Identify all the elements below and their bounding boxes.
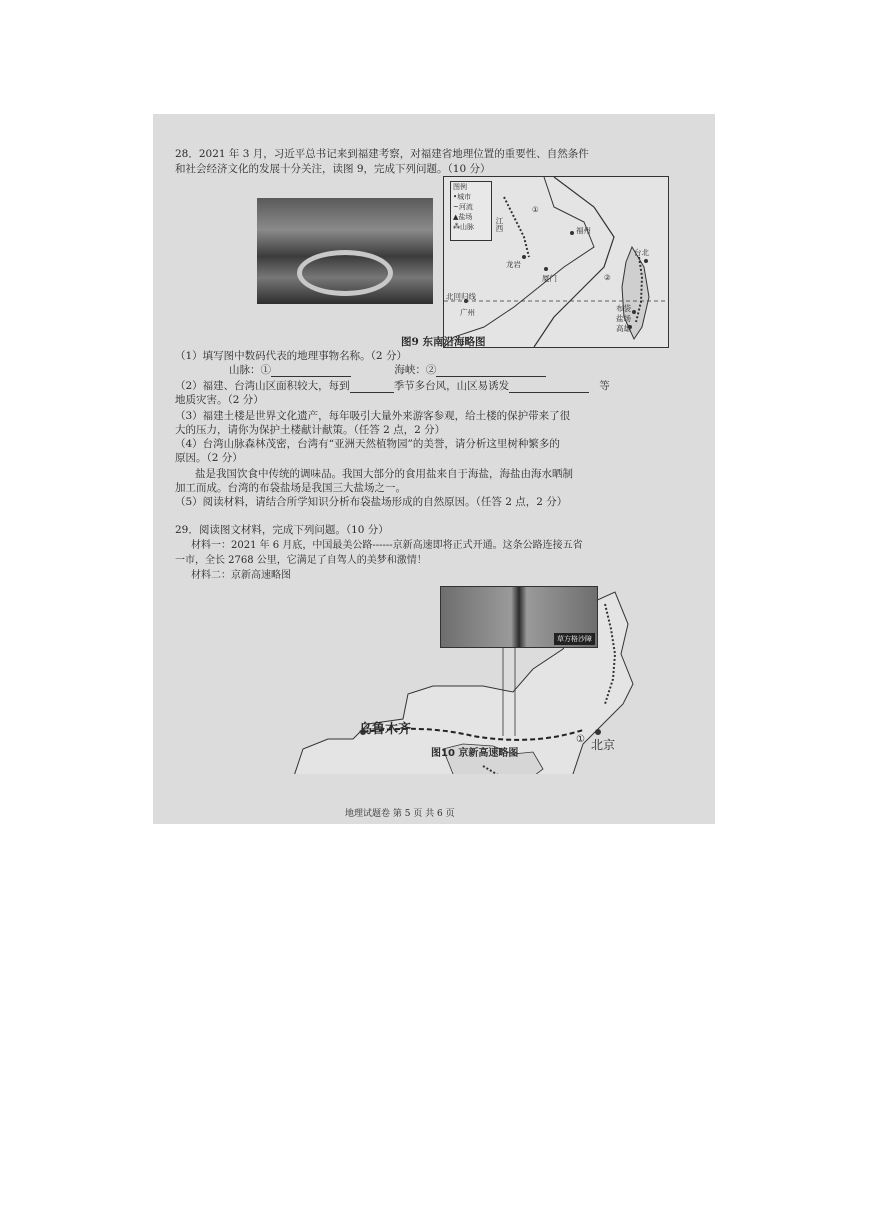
page-footer: 地理试题卷 第 5 页 共 6 页 bbox=[345, 809, 455, 819]
label-wulumuqi: 乌鲁木齐 bbox=[359, 722, 412, 737]
label-fuzhou: 福州 bbox=[576, 226, 591, 235]
tulou-photo bbox=[257, 198, 433, 304]
city-icon: • bbox=[453, 193, 458, 201]
salt-material-line2: 加工而成。台湾的布袋盐场是我国三大盐场之一。 bbox=[175, 482, 406, 494]
q28-sub4-line2: 原因。（2 分） bbox=[175, 452, 243, 464]
sub2-text-b: 季节多台风，山区易诱发 bbox=[393, 380, 510, 392]
legend-saltfield: ▲盐场 bbox=[453, 213, 473, 221]
sub1-mountain-label: 山脉：① bbox=[229, 364, 271, 376]
label-num1-q29: ① bbox=[576, 734, 585, 745]
q28-sub4-line1: （4）台湾山脉森林茂密，台湾有“亚洲天然植物园”的美誉，请分析这里树种繁多的 bbox=[175, 438, 560, 450]
label-num2: ② bbox=[604, 273, 611, 282]
terrace-ring bbox=[297, 250, 393, 296]
strait-answer-blank[interactable] bbox=[436, 366, 546, 377]
legend-title: 图例 bbox=[453, 183, 467, 191]
q28-sub2 bbox=[175, 380, 610, 393]
label-beijing: 北京 bbox=[591, 738, 616, 752]
q29-material1-line2: 一市，全长 2768 公里，它满足了自驾人的美梦和激情！ bbox=[175, 555, 427, 566]
q29-intro: 29．阅读图文材料，完成下列问题。（10 分） bbox=[175, 524, 389, 536]
legend-city: •城市 bbox=[453, 193, 472, 201]
legend-mountain: ⁂山脉 bbox=[453, 223, 474, 231]
figure10-caption: 图10 京新高速略图 bbox=[431, 748, 519, 759]
grass-checkerboard-photo bbox=[440, 586, 598, 648]
mountain-icon: ⁂ bbox=[453, 223, 460, 231]
q28-sub3-line1: （3）福建土楼是世界文化遗产，每年吸引大量外来游客参观，给土楼的保护带来了很 bbox=[175, 410, 571, 422]
map9-legend bbox=[450, 181, 492, 241]
sub1-strait-label: 海峡：② bbox=[394, 364, 437, 376]
label-num1: ① bbox=[532, 205, 539, 214]
label-tropic: 北回归线 bbox=[446, 292, 476, 301]
exam-page bbox=[153, 114, 715, 824]
southeast-coast-map bbox=[443, 176, 669, 348]
river-icon: ~ bbox=[453, 203, 459, 211]
label-budai: 布袋 bbox=[616, 304, 631, 313]
label-jiangxi: 江西 bbox=[495, 217, 504, 232]
q29-material1-line1: 材料一：2021 年 6 月底，中国最美公路------京新高速即将正式开通。这条公路连接五省 bbox=[191, 540, 583, 551]
label-xiamen: 厦门 bbox=[542, 274, 557, 283]
q28-intro-line2: 和社会经济文化的发展十分关注，读图 9，完成下列问题。（10 分） bbox=[175, 163, 491, 175]
mountain-answer-blank[interactable] bbox=[271, 366, 351, 377]
q28-sub1: （1）填写图中数码代表的地理事物名称。（2 分） bbox=[175, 350, 407, 362]
season-answer-blank[interactable] bbox=[350, 382, 394, 393]
q28-intro-line1: 28．2021 年 3 月，习近平总书记来到福建考察，对福建省地理位置的重要性、自然条件 bbox=[175, 148, 589, 160]
q28-sub1-answers bbox=[229, 364, 546, 377]
label-gaoxiong: 高雄 bbox=[616, 324, 631, 333]
label-taibei: 台北 bbox=[634, 248, 649, 257]
q29-material2: 材料二：京新高速略图 bbox=[191, 570, 291, 581]
figure9-caption: 图9 东南沿海略图 bbox=[401, 336, 486, 348]
legend-river: ~河流 bbox=[453, 203, 473, 211]
sub2-text-a: （2）福建、台湾山区面积较大，每到 bbox=[175, 380, 350, 392]
q28-sub2-line2: 地质灾害。（2 分） bbox=[175, 394, 264, 406]
saltfield-icon: ▲ bbox=[453, 213, 459, 221]
q28-sub5: （5）阅读材料，请结合所学知识分析布袋盐场形成的自然原因。（任答 2 点，2 分） bbox=[175, 496, 568, 508]
sub2-text-c: 等 bbox=[599, 380, 610, 392]
salt-material-line1: 盐是我国饮食中传统的调味品。我国大部分的食用盐来自于海盐，海盐由海水晒制 bbox=[195, 468, 573, 480]
q28-sub3-line2: 大的压力，请你为保护土楼献计献策。（任答 2 点，2 分） bbox=[175, 424, 446, 436]
disaster-answer-blank[interactable] bbox=[509, 382, 589, 393]
label-longyan: 龙岩 bbox=[506, 260, 521, 269]
photo-tag: 草方格沙障 bbox=[554, 633, 595, 645]
label-salt: 盐场 bbox=[616, 314, 631, 323]
label-guangzhou: 广州 bbox=[460, 308, 475, 317]
